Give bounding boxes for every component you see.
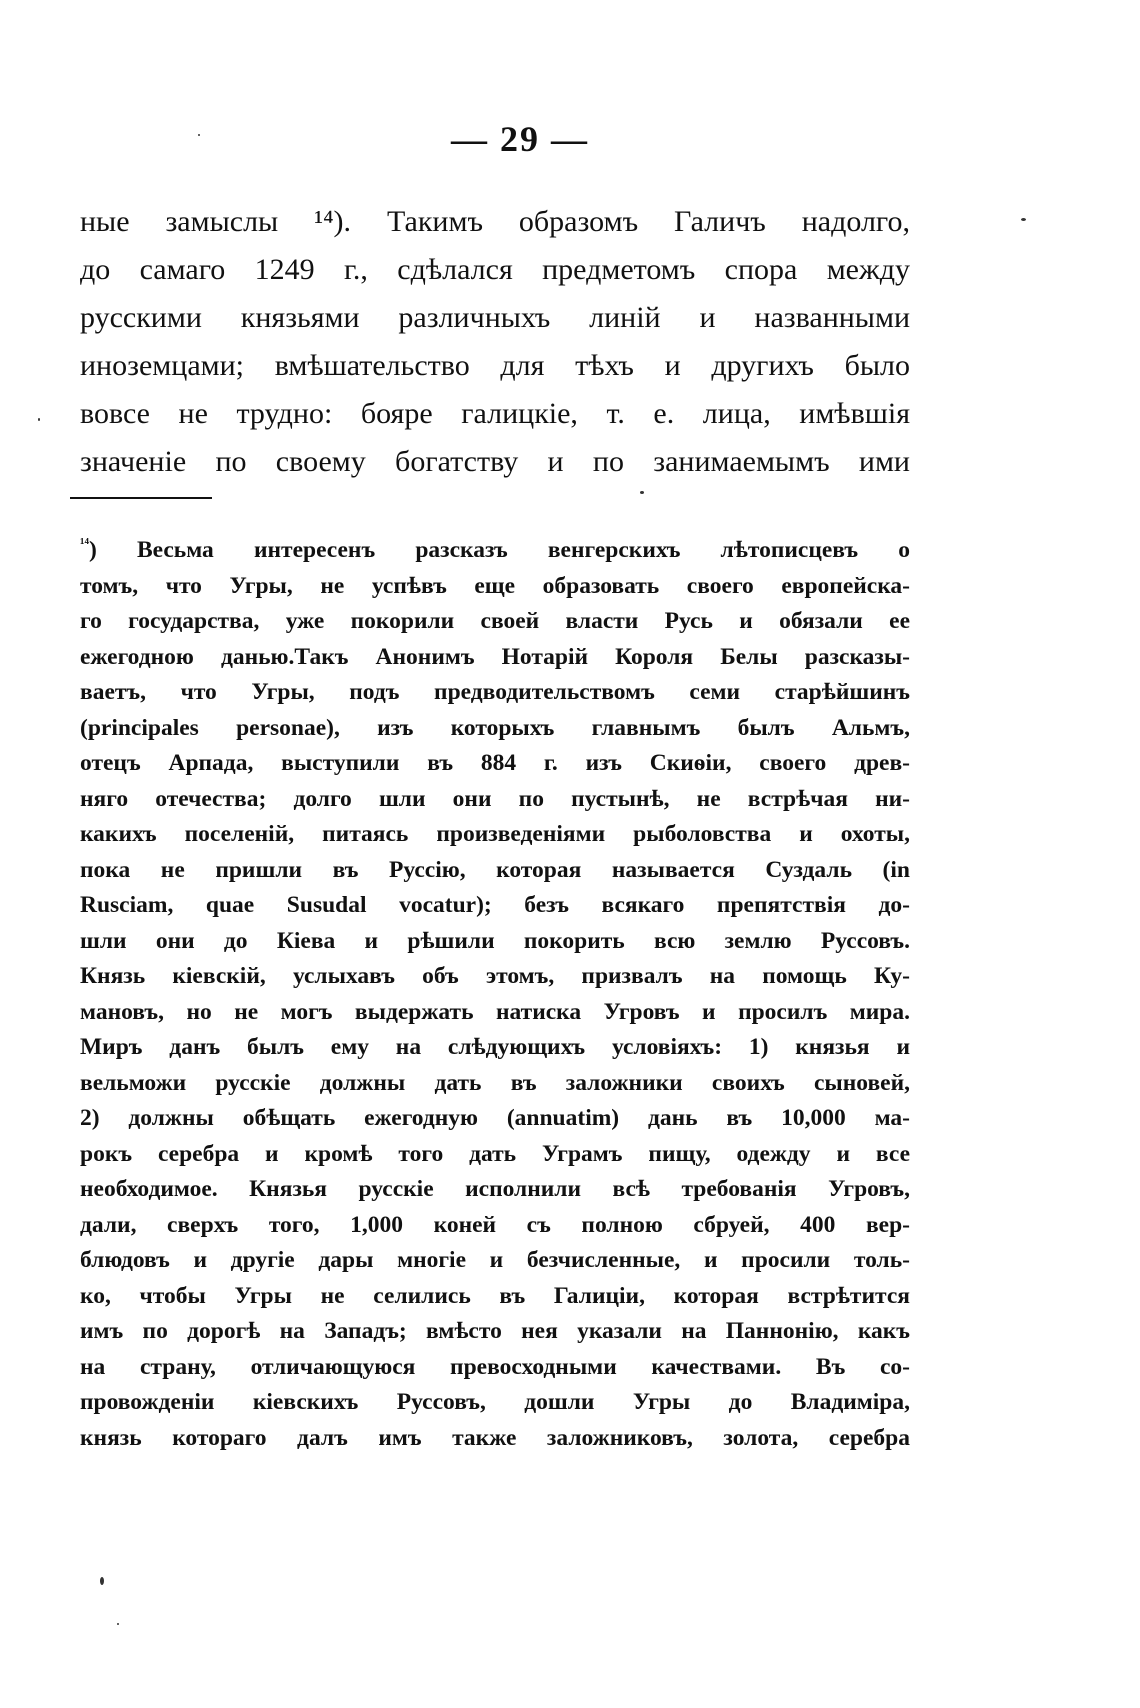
main-text-line: вовсе не трудно: бояре галицкіе, т. е. лица, имѣвшія: [80, 397, 910, 430]
footnote-line: Rusciam, quae Susudal vocatur); безъ всякаго препятствія до-: [80, 892, 910, 918]
footnote-line: князь котораго далъ имъ также заложниковъ, золота, серебра: [80, 1424, 910, 1451]
footnote-line: провожденіи кіевскихъ Руссовъ, дошли Угры до Владиміра,: [80, 1389, 910, 1415]
footnote-separator: [70, 497, 212, 499]
footnote-line: необходимое. Князья русскіе исполнили всѣ требованія Угровъ,: [80, 1176, 910, 1202]
footnote-line: томъ, что Угры, не успѣвъ еще образовать своего европейска-: [80, 572, 910, 599]
footnote-line: отецъ Арпада, выступили въ 884 г. изъ Скиѳіи, своего древ-: [80, 750, 910, 776]
scan-speck: [640, 491, 644, 494]
footnote-first-line: [80, 533, 910, 569]
main-text-line: иноземцами; вмѣшательство для тѣхъ и другихъ было: [80, 349, 910, 382]
footnote-line: мановъ, но не могъ выдержать натиска Угровъ и просилъ мира.: [80, 998, 910, 1025]
footnote-line: рокъ серебра и кромѣ того дать Уграмъ пищу, одежду и все: [80, 1140, 910, 1167]
scan-speck: [100, 1577, 104, 1585]
footnote-block: [80, 533, 910, 1456]
main-text-block: [80, 198, 910, 486]
footnote-line: какихъ поселеній, питаясь произведеніями рыболовства и охоты,: [80, 821, 910, 847]
footnote-marker: ¹⁴: [80, 536, 89, 553]
main-text-line: ные замыслы ¹⁴). Такимъ образомъ Галичъ надолго,: [80, 205, 910, 238]
footnote-line: няго отечества; долго шли они по пустынѣ, не встрѣчая ни-: [80, 785, 910, 812]
footnote-line: дали, сверхъ того, 1,000 коней съ полною сбруей, 400 вер-: [80, 1211, 910, 1238]
footnote-line: ко, чтобы Угры не селились въ Галиціи, которая встрѣтится: [80, 1282, 910, 1309]
footnote-line: 2) должны обѣщать ежегодную (annuatim) дань въ 10,000 ма-: [80, 1105, 910, 1131]
footnote-line: пока не пришли въ Руссію, которая называется Суздаль (in: [80, 856, 910, 883]
footnote-line: ваетъ, что Угры, подъ предводительствомъ семи старѣйшинъ: [80, 679, 910, 705]
footnote-line: (principales personae), изъ которыхъ главнымъ былъ Альмъ,: [80, 714, 910, 741]
footnote-line: на страну, отличающуюся превосходными качествами. Въ со-: [80, 1353, 910, 1380]
footnote-line: шли они до Кіева и рѣшили покорить всю землю Руссовъ.: [80, 927, 910, 954]
footnote-line: имъ по дорогѣ на Западъ; вмѣсто нея указали на Паннонію, какъ: [80, 1318, 910, 1344]
footnote-line: го государства, уже покорили своей власти Русь и обязали ее: [80, 608, 910, 634]
footnote-line: ежегодною данью.Такъ Анонимъ Нотарій Короля Белы разсказы-: [80, 643, 910, 670]
scan-speck: [198, 134, 200, 136]
footnote-first-line-text: ) Весьма интересенъ разсказъ венгерскихъ лѣтописцевъ о: [89, 537, 910, 563]
scan-speck: [38, 418, 40, 421]
scan-speck: [1021, 218, 1026, 221]
main-text-line: значеніе по своему богатству и по занимаемымъ ими: [80, 445, 910, 478]
footnote-line: Миръ данъ былъ ему на слѣдующихъ условіяхъ: 1) князья и: [80, 1034, 910, 1060]
main-text-line: до самаго 1249 г., сдѣлался предметомъ спора между: [80, 253, 910, 286]
footnote-line: блюдовъ и другіе дары многіе и безчисленные, и просили толь-: [80, 1247, 910, 1273]
main-text-line: русскими князьями различныхъ линій и названными: [80, 301, 910, 334]
scan-speck: [117, 1623, 119, 1625]
footnote-line: вельможи русскіе должны дать въ заложники своихъ сыновей,: [80, 1069, 910, 1096]
page-number: — 29 —: [451, 119, 589, 159]
footnote-line: Князь кіевскій, услыхавъ объ этомъ, призвалъ на помощь Ку-: [80, 963, 910, 989]
